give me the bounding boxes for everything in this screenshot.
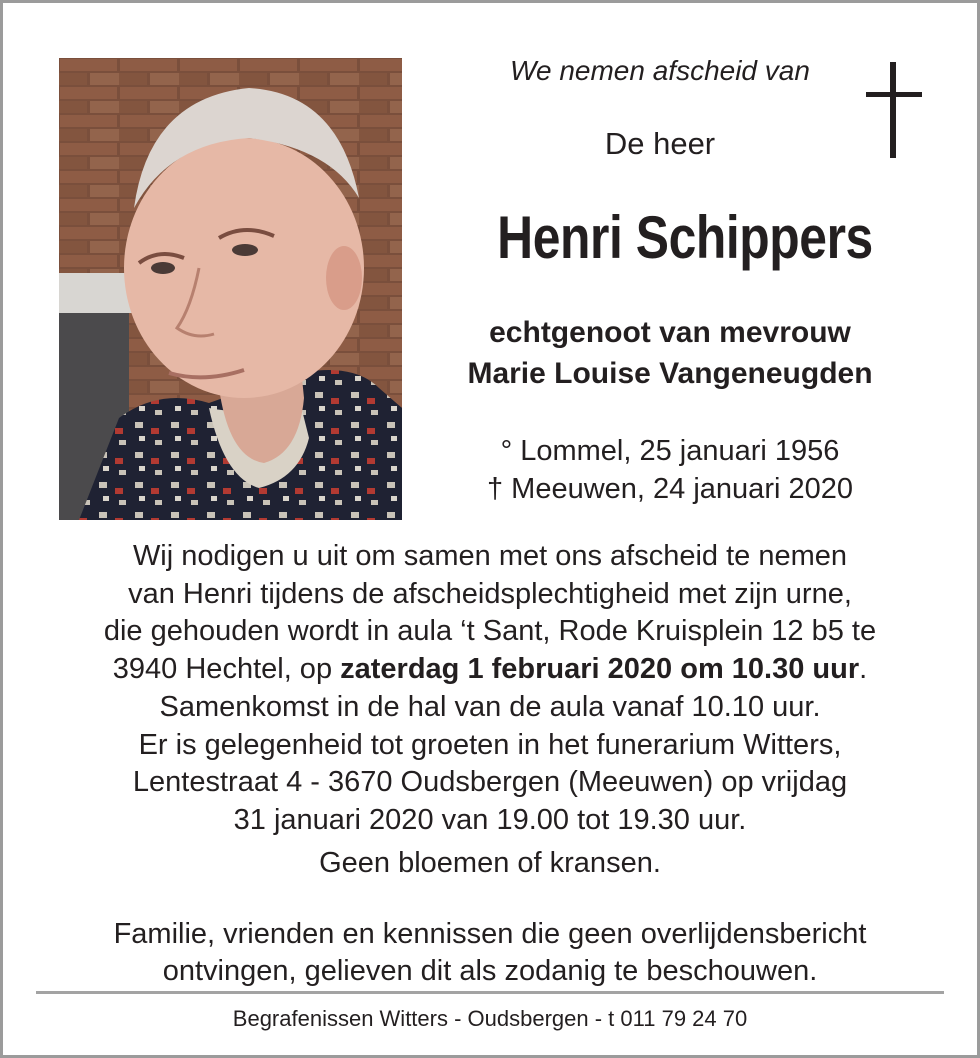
invitation-line: Lentestraat 4 - 3670 Oudsbergen (Meeuwen) op vrijdag [132, 766, 848, 799]
ceremony-datetime: zaterdag 1 februari 2020 om 10.30 uur [340, 653, 860, 686]
cross-icon [866, 62, 922, 158]
life-dates [440, 432, 900, 508]
notice-line-2: ontvingen, gelieven dit als zodanig te beschouwen. [162, 955, 818, 987]
spouse-line-2: Marie Louise Vangeneugden [467, 357, 873, 390]
birth-date: ° Lommel, 25 januari 1956 [500, 435, 840, 467]
invitation-line: 31 januari 2020 van 19.00 tot 19.30 uur. [233, 803, 747, 836]
death-date: † Meeuwen, 24 januari 2020 [487, 473, 853, 505]
intro-text: We nemen afscheid van [510, 55, 810, 86]
funeral-home-footer: Begrafenissen Witters - Oudsbergen - t 011 79 24 70 [232, 1006, 748, 1031]
invitation-line: van Henri tijdens de afscheidsplechtigheid met zijn urne, [128, 577, 852, 610]
honorific: De heer [604, 126, 716, 161]
invitation-text [40, 538, 940, 840]
spouse-info [410, 312, 930, 394]
portrait-photo [59, 58, 402, 520]
invitation-punctuation: . [859, 653, 868, 686]
notice-text [40, 916, 940, 990]
invitation-place: 3940 Hechtel, op [112, 653, 341, 686]
invitation-line: die gehouden wordt in aula ‘t Sant, Rode Kruisplein 12 b5 te [103, 615, 877, 648]
invitation-line: Er is gelegenheid tot groeten in het funerarium Witters, [138, 728, 842, 761]
invitation-line: Wij nodigen u uit om samen met ons afscheid te nemen [132, 540, 848, 572]
no-flowers-note: Geen bloemen of kransen. [319, 847, 661, 879]
invitation-line: Samenkomst in de hal van de aula vanaf 10.10 uur. [159, 690, 821, 723]
notice-line-1: Familie, vrienden en kennissen die geen overlijdensbericht [113, 918, 867, 950]
divider [36, 991, 944, 994]
invitation-line [40, 651, 940, 689]
deceased-name: Henri Schippers [497, 204, 873, 271]
spouse-line-1: echtgenoot van mevrouw [489, 316, 851, 349]
